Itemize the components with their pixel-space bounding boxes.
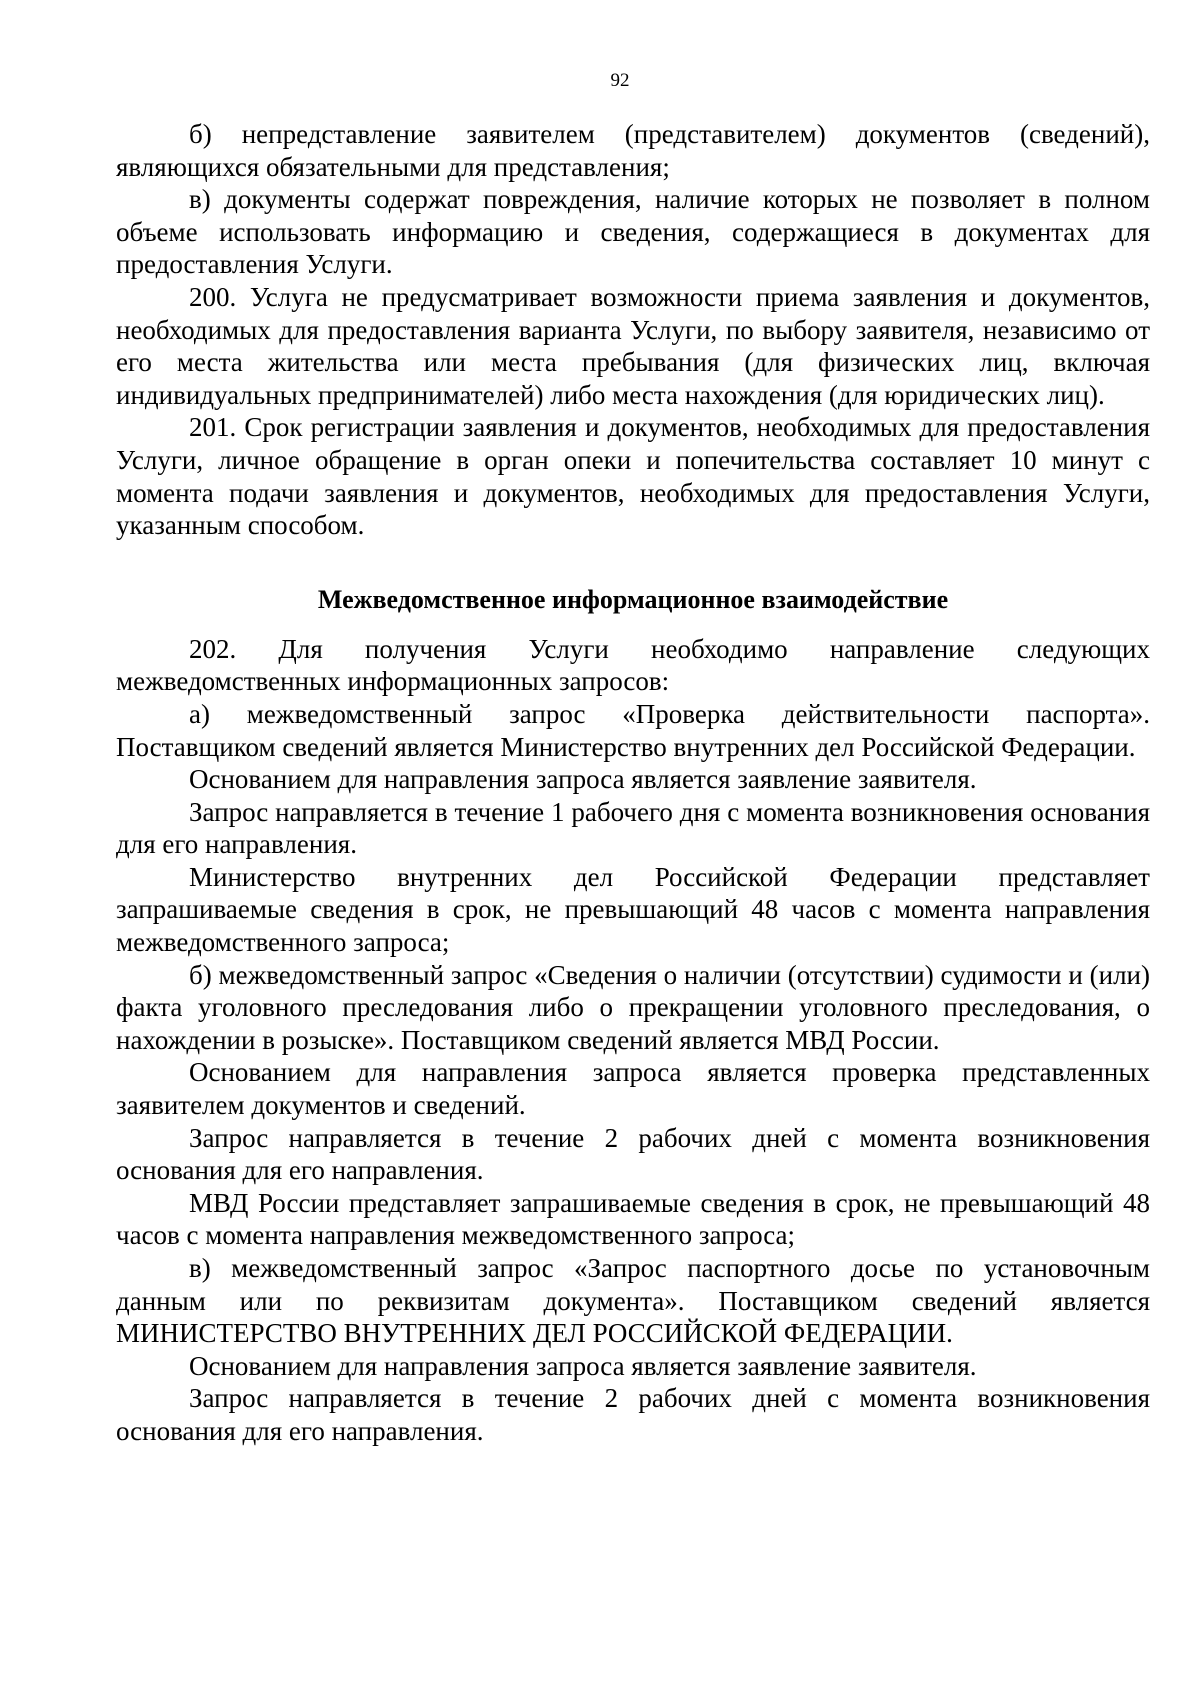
document-body	[116, 118, 1150, 1448]
paragraph-200: 200. Услуга не предусматривает возможности приема заявления и документов, необходимых для предоставления варианта Услуги, по выбору заявителя, независимо от его места жительства или места пребывания (для физических лиц, включая индивидуальных предпринимателей) либо места нахождения (для юридических лиц).	[116, 281, 1150, 410]
paragraph-b-response: МВД России представляет запрашиваемые сведения в срок, не превышающий 48 часов с момента направления межведомственного запроса;	[116, 1187, 1150, 1251]
paragraph-v-passport-dossier: в) межведомственный запрос «Запрос паспортного досье по установочным данным или по реквизитам документа». Поставщиком сведений является МИНИСТЕРСТВО ВНУТРЕННИХ ДЕЛ РОССИЙСКОЙ ФЕДЕРАЦИИ.	[116, 1253, 1150, 1349]
section-interagency	[116, 633, 1150, 1448]
section-requirements	[116, 118, 1150, 542]
page-number: 92	[610, 70, 630, 91]
paragraph-202: 202. Для получения Услуги необходимо направление следующих межведомственных информационных запросов:	[116, 633, 1150, 697]
paragraph-a-basis: Основанием для направления запроса является заявление заявителя.	[189, 764, 977, 795]
paragraph-201: 201. Срок регистрации заявления и документов, необходимых для предоставления Услуги, личное обращение в орган опеки и попечительства составляет 10 минут с момента подачи заявления и документов, необходимых для предоставления Услуги, указанным способом.	[116, 412, 1150, 541]
paragraph-b-basis: Основанием для направления запроса является проверка представленных заявителем документов и сведений.	[116, 1057, 1150, 1121]
paragraph-b-criminal-record: б) межведомственный запрос «Сведения о наличии (отсутствии) судимости и (или) факта уголовного преследования либо о прекращении уголовного преследования, о нахождении в розыске». Поставщиком сведений является МВД России.	[116, 959, 1150, 1055]
paragraph-v-timing: Запрос направляется в течение 2 рабочих дней с момента возникновения основания для его направления.	[116, 1383, 1150, 1446]
section-heading: Межведомственное информационное взаимодействие	[317, 584, 949, 614]
paragraph-a-timing: Запрос направляется в течение 1 рабочего дня с момента возникновения основания для его направления.	[116, 796, 1150, 860]
paragraph-v-basis: Основанием для направления запроса является заявление заявителя.	[189, 1350, 977, 1381]
paragraph-v-damaged-documents: в) документы содержат повреждения, наличие которых не позволяет в полном объеме использовать информацию и сведения, содержащиеся в документах для предоставления Услуги.	[116, 184, 1150, 280]
paragraph-b-nonsubmission: б) непредставление заявителем (представителем) документов (сведений), являющихся обязательными для представления;	[116, 119, 1150, 182]
paragraph-a-response: Министерство внутренних дел Российской Федерации представляет запрашиваемые сведения в срок, не превышающий 48 часов с момента направления межведомственного запроса;	[116, 861, 1150, 958]
paragraph-a-passport-check: а) межведомственный запрос «Проверка действительности паспорта». Поставщиком сведений является Министерство внутренних дел Российской Федерации.	[116, 698, 1150, 762]
paragraph-b-timing: Запрос направляется в течение 2 рабочих дней с момента возникновения основания для его направления.	[116, 1122, 1150, 1186]
